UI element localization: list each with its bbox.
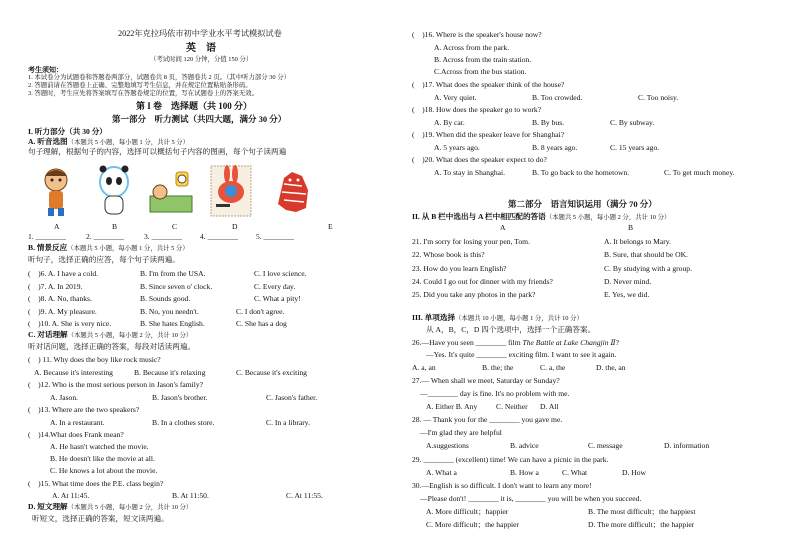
- option: C. Every day.: [254, 282, 296, 291]
- question-28: 28. — Thank you for the ________ you gave me.: [412, 415, 563, 424]
- listening-heading: I. 听力部分（共 30 分）: [28, 127, 107, 136]
- question-6: ( )6. A. I have a cold.: [28, 269, 99, 278]
- option: B. By bus.: [532, 118, 565, 127]
- question-30: 30.—English is so difficult. I don't want to learn any more!: [412, 481, 592, 490]
- option: B. Too crowded.: [532, 93, 583, 102]
- option: C. Too noisy.: [638, 93, 679, 102]
- option: C. To get much money.: [664, 168, 735, 177]
- section-c-heading: C. 对话理解（本题共 5 小题，每小题 2 分，共计 10 分）: [28, 330, 193, 339]
- option: B. advice: [510, 441, 539, 450]
- option: B. 8 years ago.: [532, 143, 578, 152]
- match-left: 21. I'm sorry for losing your pen, Tom.: [412, 237, 530, 246]
- option: B. Since seven o' clock.: [140, 282, 213, 291]
- option: A. Across from the park.: [434, 43, 510, 52]
- option: A. By car.: [434, 118, 465, 127]
- volume1-title: 第 I 卷 选择题（共 100 分）: [136, 101, 253, 111]
- option: A. More difficult；happier: [426, 507, 509, 516]
- section-b-heading: B. 情景反应（本题共 5 小题，每小题 1 分，共计 5 分）: [28, 243, 189, 252]
- match-left: 25. Did you take any photos in the park?: [412, 290, 536, 299]
- pic-label: E: [328, 222, 333, 231]
- answer-blank: 4. ________: [200, 232, 238, 241]
- option: A.suggestions: [426, 441, 469, 450]
- question-12: ( )12. Who is the most serious person in Jason's family?: [28, 380, 204, 389]
- column-b-label: B: [628, 223, 634, 232]
- panda-mascot-picture: [96, 164, 132, 218]
- option: A. In a restaurant.: [50, 418, 105, 427]
- option: C. At 11:55.: [286, 491, 323, 500]
- option: B. She hates English.: [140, 319, 205, 328]
- question-11: ( ) 11. Why does the boy like rock music?: [28, 355, 161, 364]
- question-30-reply: —Please don't! ________ it is, ________ you will be when you succeed.: [420, 494, 642, 503]
- option: C. I love science.: [254, 269, 307, 278]
- question-8: ( )8. A. No, thanks.: [28, 294, 92, 303]
- option: C. Because it's exciting: [236, 368, 307, 377]
- section-d-heading: D. 短文理解（本题共 5 小题，每小题 2 分，共计 10 分）: [28, 502, 193, 511]
- option: A. 5 years ago.: [434, 143, 480, 152]
- option: B. In a clothes store.: [152, 418, 215, 427]
- section-a-instruction: 句子理解，根据句子的内容，选择可以概括句子内容的图画，每个句子读两遍: [28, 147, 287, 156]
- option: B. Jason's brother.: [152, 393, 208, 402]
- rabbit-stamp-picture: [210, 164, 252, 218]
- matching-heading: II. 从 B 栏中选出与 A 栏中相匹配的答语（本题共 5 小题，每小题 2 分，共计 10 分）: [412, 212, 671, 221]
- match-left: 23. How do you learn English?: [412, 264, 507, 273]
- section-c-instruction: 听对话问题，选择正确的答案，每段对话读两遍。: [28, 342, 196, 351]
- note-item: 1. 本试卷分为试题卷和答题卷两部分，试题卷共 8 页，答题卷共 2 页。（其中听力部分 30 分）: [28, 74, 291, 81]
- question-15: ( )15. What time does the P.E. class begin?: [28, 479, 164, 488]
- section-d-instruction: 听短文，选择正确的答案，短文读两遍。: [32, 514, 169, 523]
- option: B. How a: [510, 468, 539, 477]
- exam-title: 2022年克拉玛依市初中学业水平考试模拟试卷: [118, 29, 282, 38]
- option: C. message: [588, 441, 623, 450]
- option: B. I'm from the USA.: [140, 269, 206, 278]
- question-26: 26.—Have you seen ________ film The Battle at Lake Changjin Ⅱ?: [412, 338, 620, 347]
- option: C. More difficult；the happier: [426, 520, 520, 529]
- option: C.Across from the bus station.: [434, 67, 527, 76]
- option: C. 15 years ago.: [610, 143, 660, 152]
- pic-label: C: [172, 222, 178, 231]
- option: D. information: [664, 441, 710, 450]
- option: C. She has a dog: [236, 319, 287, 328]
- option: C. By subway.: [610, 118, 655, 127]
- match-left: 24. Could I go out for dinner with my friends?: [412, 277, 553, 286]
- answer-blank: 3. ________: [144, 232, 182, 241]
- question-28-reply: —I'm glad they are helpful: [420, 428, 502, 437]
- option: C. Neither: [496, 402, 528, 411]
- option: A. Jason.: [50, 393, 79, 402]
- column-a-label: A: [500, 223, 506, 232]
- option: B. At 11:50.: [172, 491, 209, 500]
- sleeping-boy-picture: [148, 166, 194, 220]
- answer-blank: 5. ________: [256, 232, 294, 241]
- option: B. To go back to the hometown.: [532, 168, 630, 177]
- question-10: ( )10. A. She is very nice.: [28, 319, 112, 328]
- option: B. No, you needn't.: [140, 307, 199, 316]
- question-20: ( )20. What does the speaker expect to do?: [412, 155, 547, 164]
- part2-title: 第二部分 语言知识运用（满分 70 分）: [508, 199, 657, 209]
- match-right: E. Yes, we did.: [604, 290, 650, 299]
- pic-label: A: [54, 222, 60, 231]
- tiger-papercut-picture: [272, 164, 314, 218]
- option: D. All: [540, 402, 559, 411]
- option: C. In a library.: [266, 418, 311, 427]
- match-left: 22. Whose book is this?: [412, 250, 485, 259]
- match-right: C. By studying with a group.: [604, 264, 692, 273]
- question-27-reply: —________ day is fine. It's no problem with me.: [420, 389, 570, 398]
- match-right: B. Sure, that should be OK.: [604, 250, 688, 259]
- question-16: ( )16. Where is the speaker's house now?: [412, 30, 542, 39]
- match-right: D. Never mind.: [604, 277, 652, 286]
- film-title: The Battle at Lake Changjin Ⅱ: [522, 338, 616, 347]
- option: A. He hasn't watched the movie.: [50, 442, 149, 451]
- subject-title: 英 语: [186, 43, 216, 54]
- question-13: ( )13. Where are the two speakers?: [28, 405, 140, 414]
- option: C. What: [562, 468, 588, 477]
- option: A. a, an: [412, 363, 436, 372]
- option: C. Jason's father.: [266, 393, 318, 402]
- question-29: 29. ________ (excellent) time! We can have a picnic in the park.: [412, 455, 609, 464]
- option: D. How: [622, 468, 647, 477]
- option: C. What a pity!: [254, 294, 301, 303]
- time-note: （考试时间 120 分钟，分值 150 分）: [150, 56, 253, 63]
- match-right: A. It belongs to Mary.: [604, 237, 671, 246]
- option: D. The more difficult；the happier: [588, 520, 695, 529]
- question-19: ( )19. When did the speaker leave for Shanghai?: [412, 130, 565, 139]
- option: B. Because it's relaxing: [134, 368, 206, 377]
- boy-sick-picture: [38, 164, 74, 218]
- notes-heading: 考生须知：: [28, 66, 63, 74]
- option: C. a, the: [540, 363, 566, 372]
- option: D. the, an: [596, 363, 626, 372]
- option: B. the; the: [482, 363, 514, 372]
- question-9: ( )9. A. My pleasure.: [28, 307, 97, 316]
- answer-blank: 2. ________: [86, 232, 124, 241]
- single-choice-heading: III. 单项选择（本题共 10 小题，每小题 1 分，共计 10 分）: [412, 313, 583, 322]
- option: B. He doesn't like the movie at all.: [50, 454, 155, 463]
- option: C. I don't agree.: [236, 307, 285, 316]
- question-18: ( )18. How does the speaker go to work?: [412, 105, 542, 114]
- question-26-reply: —Yes. It's quite ________ exciting film. I want to see it again.: [426, 350, 617, 359]
- option: A. At 11:45.: [52, 491, 90, 500]
- question-17: ( )17. What does the speaker think of the house?: [412, 80, 565, 89]
- option: C. He knows a lot about the movie.: [50, 466, 158, 475]
- note-item: 2. 答题前请在答题卷上正确、完整地填写考生信息，并在规定位置粘贴条形码。: [28, 82, 252, 89]
- answer-blank: 1. ________: [28, 232, 66, 241]
- single-choice-instruction: 从 A，B，C，D 四个选项中，选择一个正确答案。: [426, 325, 596, 334]
- option: B. Across from the train station.: [434, 55, 532, 64]
- option: A. Very quiet.: [434, 93, 477, 102]
- note-item: 3. 答题时，考生应先将答案填写在答题卷规定的位置，写在试题卷上的答案无效。: [28, 90, 259, 97]
- question-7: ( )7. A. In 2019.: [28, 282, 83, 291]
- option: A. To stay in Shanghai.: [434, 168, 506, 177]
- option: A. Either B. Any: [426, 402, 478, 411]
- option: B. Sounds good.: [140, 294, 191, 303]
- option: A. What a: [426, 468, 457, 477]
- question-14: ( )14.What does Frank mean?: [28, 430, 124, 439]
- section-b-instruction: 听句子，选择正确的应答，每个句子读两遍。: [28, 255, 180, 264]
- pic-label: D: [232, 222, 238, 231]
- part1-title: 第一部分 听力测试（共四大题，满分 30 分）: [112, 114, 287, 124]
- option: A. Because it's interesting: [34, 368, 113, 377]
- option: B. The most difficult；the happiest: [588, 507, 696, 516]
- question-27: 27.— When shall we meet, Saturday or Sunday?: [412, 376, 560, 385]
- pic-label: B: [112, 222, 118, 231]
- section-a-heading: A. 听音选图（本题共 5 小题，每小题 1 分，共计 5 分）: [28, 137, 190, 146]
